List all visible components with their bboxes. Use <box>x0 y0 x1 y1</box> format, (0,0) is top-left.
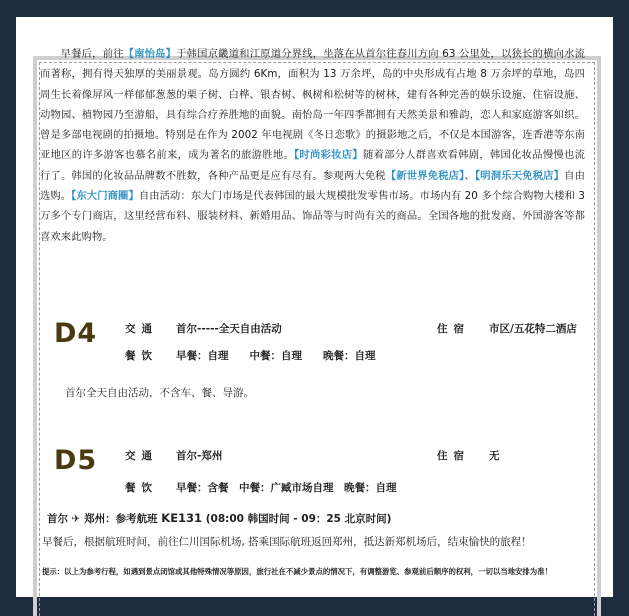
flight-info <box>47 511 391 526</box>
highlight-cosmetics-store: 【时尚彩妆店】 <box>294 149 363 162</box>
meal-label: 餐饮 <box>125 482 158 494</box>
transport-value: 首尔-----全天自由活动 <box>176 323 282 335</box>
transport-value: 首尔-郑州 <box>176 450 223 462</box>
intro-paragraph <box>40 44 585 247</box>
airplane-icon: ✈ <box>71 513 81 525</box>
document-page <box>16 17 613 597</box>
transport-label: 交通 <box>125 450 158 462</box>
flight-code: KE131 <box>161 511 203 525</box>
stay-value: 市区/五花特二酒店 <box>489 323 577 335</box>
intro-text: 随着部分人群喜欢看韩剧，韩国化妆品慢慢也流行了。韩国的化妆品品牌数不胜数，各种产品更是应有尽有。参观两大免税 <box>40 149 585 182</box>
footer-note: 提示：以上为参考行程，如遇到景点闭馆或其他特殊情况等原因，旅行社在不减少景点的情况下，有调整游览、参观前后顺序的权利，一切以当地安排为准！ <box>42 567 552 576</box>
transport-label: 交通 <box>125 323 158 335</box>
stay-label: 住宿 <box>437 323 470 335</box>
intro-text: 早餐后，前往 <box>60 48 124 60</box>
day-description: 首尔全天自由活动，不含车、餐、导游。 <box>65 387 254 399</box>
highlight-dongdaemun: 【东大门商圈】 <box>71 190 139 203</box>
highlight-shinsegae-duty-free: 【新世界免税店】 <box>385 169 465 182</box>
intro-text: 自由选购。 <box>40 169 586 203</box>
meal-label: 餐饮 <box>125 350 158 362</box>
day-label-d5: D5 <box>54 445 98 476</box>
intro-text: 于韩国京畿道和江原道分界线，坐落在从首尔往春川方向 63 公里处，以狭长的横向水流而著称，拥有得天独厚的美丽景观。岛方圆约 6Km，面积为 13 万余坪，岛的中央形成有占地 8 万余坪的草地，岛四周生长着像屏风一样郁郁葱葱的栗子树、白桦、银杏树、枫树和松树等的树林，建有各种完善的娱乐设施、住宿设施、动物园、植物园乃至游船，具有综合疗养胜地的面貌。南怡岛一年四季都拥有天然美景和雅韵，恋人和家庭游客如织。曾是多部电视剧的拍摄地。特别是在作为 2002 年电视剧《冬日恋歌》的摄影地之后，不仅是本国游客，连香港等东南亚地区的许多游客也慕名前来，成为著名的旅游胜地。 <box>40 48 585 162</box>
flight-origin: 首尔 <box>47 513 68 525</box>
day-label-d4: D4 <box>54 318 98 349</box>
flight-time: (08:00 韩国时间 - 09：25 北京时间) <box>205 513 392 525</box>
meal-value: 早餐：含餐 中餐：广臧市场自理 晚餐：自理 <box>176 482 397 494</box>
highlight-lotte-duty-free: 【明洞乐天免税店】 <box>474 169 565 182</box>
highlight-nami-island: 【南怡岛】 <box>123 48 177 60</box>
intro-text: 自由活动：东大门市场是代表韩国的最大规模批发零售市场。市场内有 20 多个综合购物大楼和 3 万多个专门商店，这里经营布料、服装材料、新婚用品、饰品等与时尚有关的商品。全国各地的批发商、外国游客等都喜欢来此购物。 <box>40 190 585 243</box>
stay-label: 住宿 <box>437 450 470 462</box>
stay-value: 无 <box>489 450 500 462</box>
intro-text: 、 <box>464 169 475 182</box>
meal-value: 早餐：自理 中餐：自理 晚餐：自理 <box>176 350 376 362</box>
day-description: 早餐后，根据航班时间，前往仁川国际机场, 搭乘国际航班返回郑州，抵达新郑机场后，结束愉快的旅程！ <box>42 536 532 548</box>
flight-destination: 郑州：参考航班 <box>84 513 158 525</box>
